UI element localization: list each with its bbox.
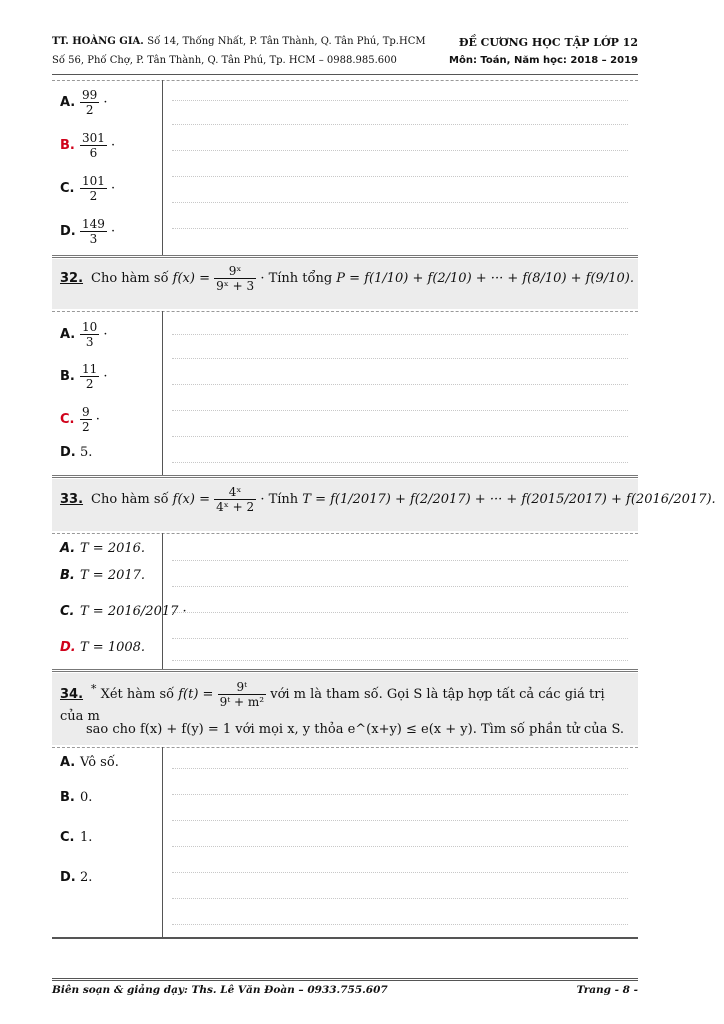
guide-line — [172, 436, 628, 437]
q34-option-d: D. 2. — [60, 870, 93, 885]
guide-line — [172, 384, 628, 385]
page-header — [52, 36, 638, 72]
header-title: ĐỀ CƯƠNG HỌC TẬP LỚP 12 — [458, 36, 638, 49]
guide-line — [172, 638, 628, 639]
guide-line — [172, 924, 628, 925]
guide-line — [172, 560, 628, 561]
guide-line — [172, 462, 628, 463]
option-a: A. $\frac{99}{2}$ · — [60, 88, 108, 117]
header-subject: Môn: Toán, Năm học: 2018 – 2019 — [449, 55, 638, 66]
footer-rule — [52, 978, 638, 981]
guide-line — [172, 100, 628, 101]
guide-line — [172, 150, 628, 151]
guide-line — [172, 124, 628, 125]
guide-line — [172, 820, 628, 821]
option-b-correct: B. $\frac{301}{6}$ · — [60, 131, 116, 160]
section-end-rule — [52, 937, 638, 939]
guide-line — [172, 228, 628, 229]
q32-option-b: B. $\frac{11}{2}$ · — [60, 362, 108, 391]
question-32: 32. Cho hàm số f(x) = $\frac{\text{9ˣ}}{\text{9ˣ + 3}}$ · Tính tổng P = f(1/10) + f(2/10) + ··· + f(8/10) + f(9/10). — [60, 264, 634, 293]
question-34-line2: sao cho f(x) + f(y) = 1 với mọi x, y thỏa e^(x+y) ≤ e(x + y). Tìm số phần tử của S. — [86, 722, 625, 737]
question-divider — [52, 255, 638, 258]
guide-line — [172, 612, 628, 613]
guide-line — [172, 586, 628, 587]
header-rule — [52, 74, 638, 75]
guide-line — [172, 202, 628, 203]
dash-line — [52, 311, 638, 312]
dash-line — [52, 747, 638, 748]
guide-line — [172, 768, 628, 769]
guide-line — [172, 898, 628, 899]
q33-option-a: A. T = 2016. — [60, 541, 146, 556]
header-left-line1: TT. HOÀNG GIA. Số 14, Thống Nhất, P. Tân Thành, Q. Tân Phú, Tp.HCM — [52, 36, 426, 47]
page-number: Trang - 8 - — [576, 984, 638, 996]
guide-line — [172, 872, 628, 873]
top-dash — [52, 80, 638, 81]
guide-line — [172, 410, 628, 411]
q33-option-d-correct: D. T = 1008. — [60, 640, 146, 655]
guide-line — [172, 794, 628, 795]
guide-line — [172, 846, 628, 847]
guide-line — [172, 660, 628, 661]
q32-option-d: D. 5. — [60, 445, 93, 460]
guide-line — [172, 358, 628, 359]
answer-column-divider — [162, 533, 163, 669]
answer-column-divider — [162, 747, 163, 938]
q34-option-c: C. 1. — [60, 830, 93, 845]
q33-option-b: B. T = 2017. — [60, 568, 146, 583]
answer-column-divider — [162, 311, 163, 475]
option-d: D. $\frac{149}{3}$ · — [60, 217, 116, 246]
header-left-line2: Số 56, Phố Chợ, P. Tân Thành, Q. Tân Phú, Tp. HCM – 0988.985.600 — [52, 55, 397, 66]
option-c: C. $\frac{101}{2}$ · — [60, 174, 116, 203]
question-divider — [52, 475, 638, 478]
question-34: 34. * Xét hàm số f(t) = $\frac{\text{9ᵗ}}{\text{9ᵗ + m²}}$ với m là tham số. Gọi S là tập hợp tất cả các giá trị của m — [60, 680, 605, 724]
question-divider — [52, 669, 638, 672]
footer-author: Biên soạn & giảng dạy: Ths. Lê Văn Đoàn – 0933.755.607 — [52, 984, 388, 996]
page-footer — [52, 984, 638, 996]
q33-option-c: C. T = 2016/2017 · — [60, 604, 187, 619]
dash-line — [52, 533, 638, 534]
guide-line — [172, 176, 628, 177]
q34-option-b: B. 0. — [60, 790, 93, 805]
q32-option-c-correct: C. $\frac{9}{2}$ · — [60, 405, 100, 434]
guide-line — [172, 334, 628, 335]
q32-option-a: A. $\frac{10}{3}$ · — [60, 320, 108, 349]
q34-option-a: A. Vô số. — [60, 755, 119, 770]
answer-column-divider — [162, 80, 163, 256]
question-33: 33. Cho hàm số f(x) = $\frac{\text{4ˣ}}{\text{4ˣ + 2}}$ · Tính T = f(1/2017) + f(2/2017) + ··· + f(2015/2017) + f(2016/2017). — [60, 485, 716, 514]
